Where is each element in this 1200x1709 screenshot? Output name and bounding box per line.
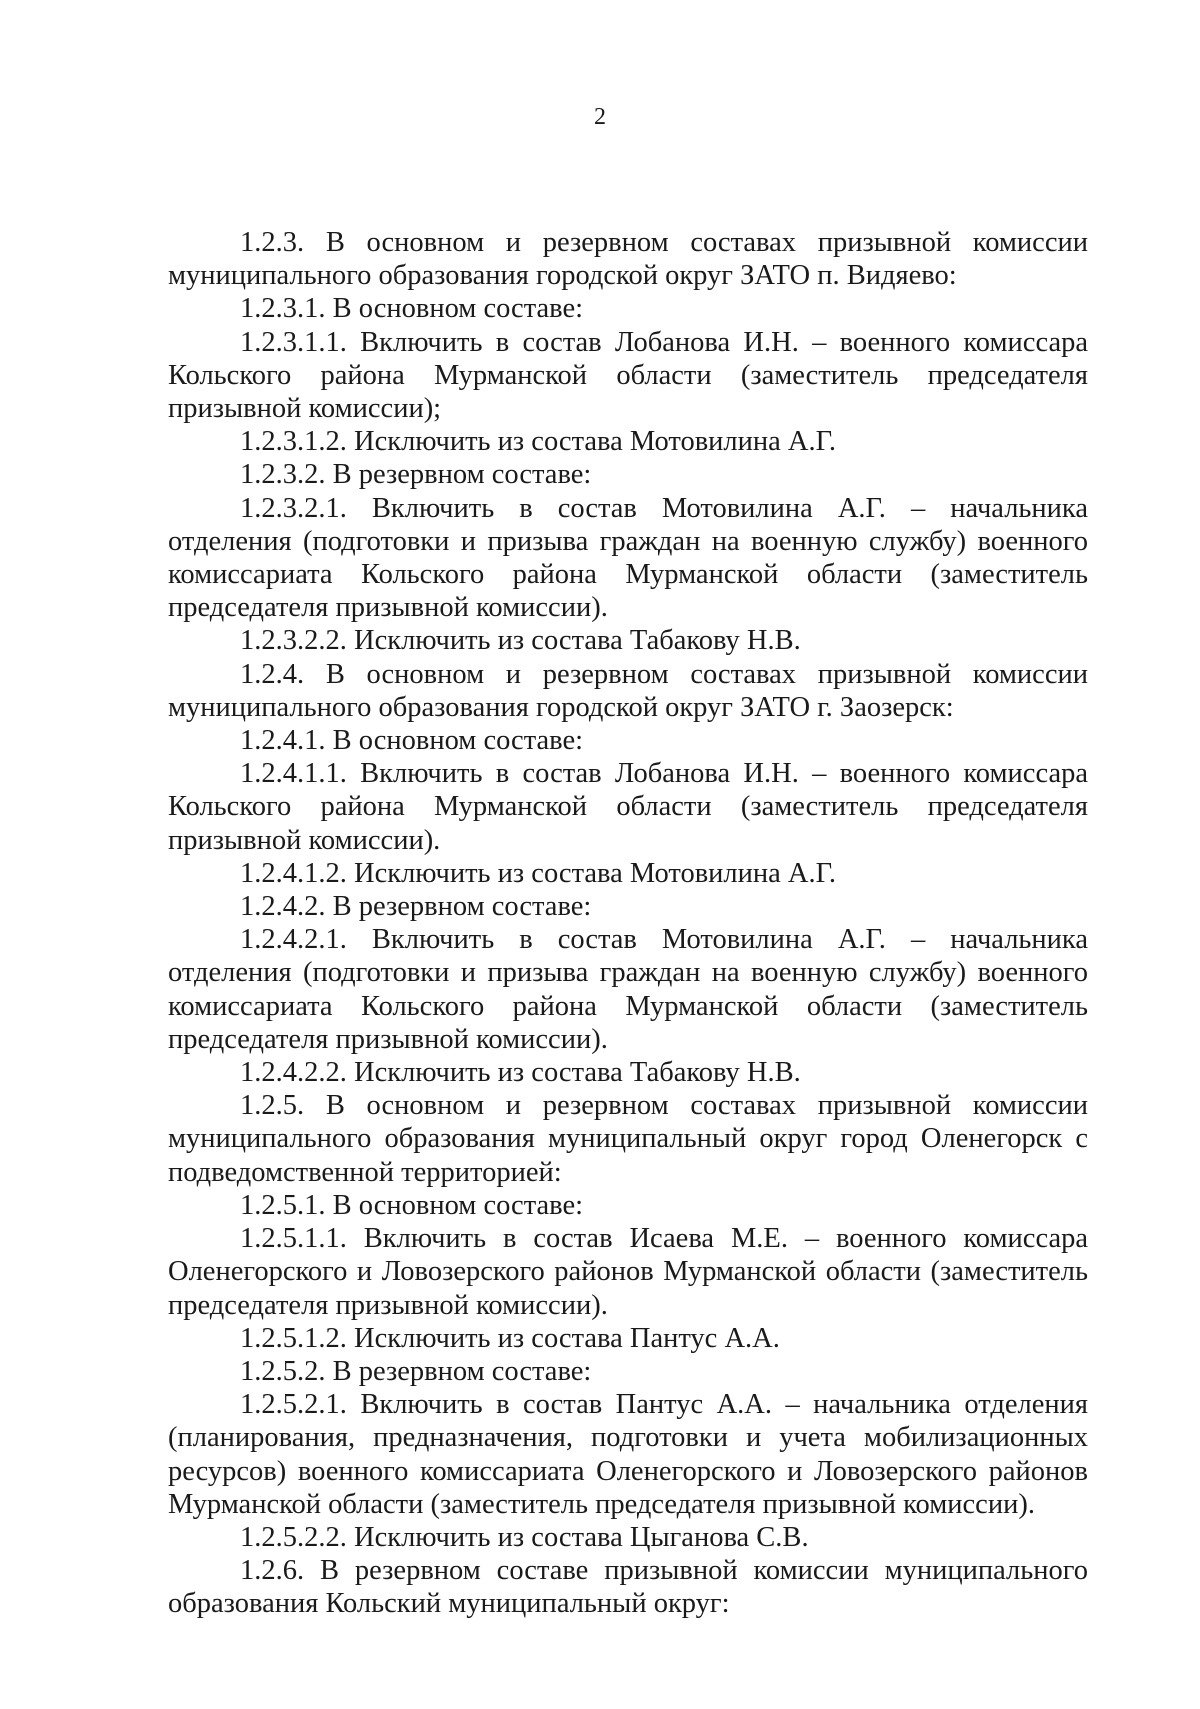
paragraph-1-2-4: 1.2.4. В основном и резервном составах призывной комиссии муниципального образования городской округ ЗАТО г. Заозерск:: [168, 658, 1088, 723]
paragraph-1-2-4-1-1: 1.2.4.1.1. Включить в состав Лобанова И.Н. – военного комиссара Кольского района Мурманской области (заместитель председателя призывной комиссии).: [168, 758, 1088, 856]
paragraph-1-2-5-1: 1.2.5.1. В основном составе:: [240, 1189, 584, 1221]
paragraph-1-2-5: 1.2.5. В основном и резервном составах призывной комиссии муниципального образования муниципальный округ город Оленегорск с подведомственной территорией:: [168, 1090, 1088, 1188]
paragraph-1-2-5-2-2: 1.2.5.2.2. Исключить из состава Цыганова С.В.: [240, 1521, 809, 1553]
paragraph-1-2-3-1: 1.2.3.1. В основном составе:: [240, 293, 584, 325]
paragraph-1-2-4-1: 1.2.4.1. В основном составе:: [240, 725, 584, 757]
paragraph-1-2-5-1-2: 1.2.5.1.2. Исключить из состава Пантус А.А.: [240, 1322, 780, 1354]
paragraph-1-2-3-1-1: 1.2.3.1.1. Включить в состав Лобанова И.Н. – военного комиссара Кольского района Мурманской области (заместитель председателя призывной комиссии);: [168, 326, 1088, 425]
paragraph-1-2-5-2-1: 1.2.5.2.1. Включить в состав Пантус А.А. – начальника отделения (планирования, предназначения, подготовки и учета мобилизационных ресурсов) военного комиссариата Оленегорского и Ловозерского районов Мурманской области (заместитель председателя призывной комиссии).: [168, 1389, 1088, 1520]
paragraph-1-2-4-2: 1.2.4.2. В резервном составе:: [240, 891, 592, 923]
paragraph-1-2-4-2-1: 1.2.4.2.1. Включить в состав Мотовилина А.Г. – начальника отделения (подготовки и призыва граждан на военную службу) военного комиссариата Кольского района Мурманской области (заместитель председателя призывной комиссии).: [168, 924, 1088, 1055]
paragraph-1-2-6: 1.2.6. В резервном составе призывной комиссии муниципального образования Кольский муниципальный округ:: [168, 1555, 1088, 1620]
paragraph-1-2-4-1-2: 1.2.4.1.2. Исключить из состава Мотовилина А.Г.: [240, 857, 837, 889]
paragraph-1-2-3: 1.2.3. В основном и резервном составах призывной комиссии муниципального образования городской округ ЗАТО п. Видяево:: [168, 227, 1088, 292]
paragraph-1-2-5-1-1: 1.2.5.1.1. Включить в состав Исаева М.Е. – военного комиссара Оленегорского и Ловозерского районов Мурманской области (заместитель председателя призывной комиссии).: [168, 1223, 1088, 1321]
page-number: 2: [594, 104, 606, 130]
paragraph-1-2-3-2-2: 1.2.3.2.2. Исключить из состава Табакову Н.В.: [240, 625, 801, 657]
paragraph-1-2-5-2: 1.2.5.2. В резервном составе:: [240, 1355, 592, 1387]
paragraph-1-2-3-1-2: 1.2.3.1.2. Исключить из состава Мотовилина А.Г.: [240, 426, 837, 458]
paragraph-1-2-3-2-1: 1.2.3.2.1. Включить в состав Мотовилина А.Г. – начальника отделения (подготовки и призыва граждан на военную службу) военного комиссариата Кольского района Мурманской области (заместитель председателя призывной комиссии).: [168, 492, 1088, 624]
paragraph-1-2-3-2: 1.2.3.2. В резервном составе:: [240, 459, 592, 491]
document-body: [168, 226, 1088, 1621]
paragraph-1-2-4-2-2: 1.2.4.2.2. Исключить из состава Табакову Н.В.: [240, 1057, 801, 1089]
